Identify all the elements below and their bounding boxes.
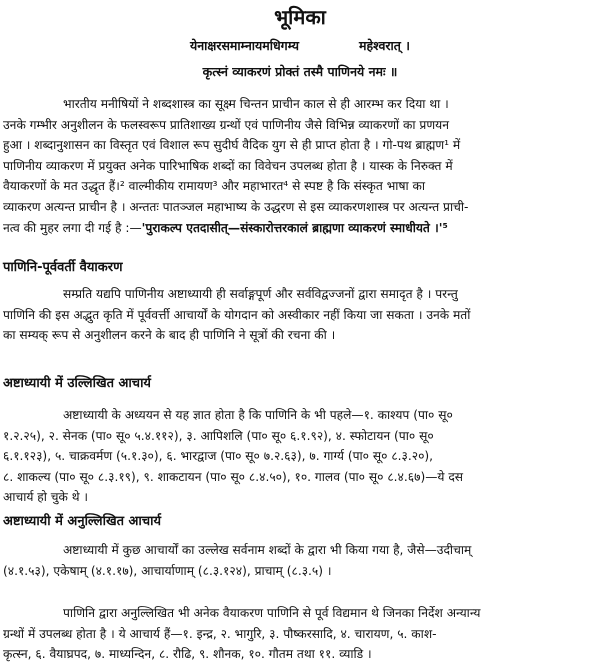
paragraph-line: ८. शाकल्य (पा० सू० ८.३.१९), ९. शाकटायन (पा० सू० ८.४.५०), १०. गालव (पा० सू० ८.४.६७)—ये दस (3, 469, 464, 484)
paragraph-line: पाणिनीय व्याकरण में प्रयुक्त अनेक पारिभाषिक शब्दों का विवेचन उपलब्ध होता है । यास्क के निरुक्त में (3, 158, 453, 173)
invocation-verse-line-2: कृत्स्नं व्याकरणं प्रोक्तं तस्मै पाणिनये नमः ॥ (202, 64, 398, 79)
section-paragraph-anullikhit-2 (3, 603, 595, 665)
paragraph-line: (४.१.५३), एकेषाम् (४.१.१७), आचार्याणाम् (८.३.१२४), प्राचाम् (८.३.५) । (3, 563, 332, 578)
paragraph-line: पाणिनि की इस अद्भुत कृति में पूर्ववर्त्ती आचार्यों के योगदान को अस्वीकार नहीं किया जा सकता । उनके मतों (3, 307, 471, 322)
paragraph-line: सम्प्रति यद्यपि पाणिनीय अष्टाध्यायी ही सर्वाङ्गपूर्ण और सर्वविद्वज्जनों द्वारा समादृत है । परन्तु (63, 287, 458, 301)
paragraph-line: अष्टाध्यायी में कुछ आचार्यों का उल्लेख सर्वनाम शब्दों के द्वारा भी किया गया है, जैसे—उदीचाम् (63, 543, 472, 557)
section-paragraph-ullikhit (3, 405, 595, 508)
paragraph-line-text: नत्व की मुहर लगा दी गई है :— (3, 220, 142, 235)
page-title: भूमिका (274, 5, 326, 29)
paragraph-line: ६.१.१२३), ५. चाक्रवर्मण (५.१.३०), ६. भारद्वाज (पा० सू० ७.२.६३), ७. गार्ग्य (पा० सू० ८.३.२०), (3, 449, 434, 464)
invocation-verse-line-1 (0, 37, 600, 55)
paragraph-line: आचार्य हो चुके थे । (3, 490, 89, 505)
paragraph-line: कृत्स्न, ६. वैयाघ्रपद, ७. माध्यन्दिन, ८. रौढि, ९. शौनक, १०. गौतम तथा ११. व्याडि । (3, 647, 372, 662)
paragraph-line-with-quote (3, 218, 595, 239)
paragraph-line: १.२.२५), २. सेनक (पा० सू० ५.४.११२), ३. आपिशलि (पा० सू० ६.१.९२), ४. स्फोटायन (पा० सू० (3, 428, 434, 443)
paragraph-line: उनके गम्भीर अनुशीलन के फलस्वरूप प्रातिशाख्य ग्रन्थों एवं पाणिनीय जैसे विभिन्न व्याकरणों का प्रणयन (3, 117, 450, 132)
section-paragraph-anullikhit-1 (3, 540, 595, 581)
paragraph-line: ग्रन्थों में उपलब्ध होता है । ये आचार्य हैं—१. इन्द्र, २. भागुरि, ३. पौष्करसादि, ४. चारायण, ५. काश- (3, 626, 437, 641)
paragraph-line: व्याकरण अत्यन्त प्राचीन है । अन्ततः पातञ्जल महाभाष्य के उद्धरण से इस व्याकरणशास्त्र पर अत्यन्त प्राची- (3, 199, 469, 214)
invocation-verse-line-1-part-b: महेश्वरात् । (359, 38, 410, 53)
mahabhashya-quote: 'पुराकल्प एतदासीत्—संस्कारोत्तरकालं ब्राह्मणा व्याकरणं स्माधीयते ।'⁵ (141, 220, 448, 235)
paragraph-line: भारतीय मनीषियों ने शब्दशास्त्र का सूक्ष्म चिन्तन प्राचीन काल से ही आरम्भ कर दिया था । (63, 97, 449, 111)
paragraph-line: अष्टाध्यायी के अध्ययन से यह ज्ञात होता है कि पाणिनि के भी पहले—१. काश्यप (पा० सू० (63, 408, 453, 422)
section-heading-purvavarti: पाणिनि-पूर्ववर्ती वैयाकरण (3, 260, 123, 275)
section-heading-ullikhit: अष्टाध्यायी में उल्लिखित आचार्य (3, 376, 151, 391)
paragraph-line: हुआ । शब्दानुशासन का विस्तृत एवं विशाल रूप सुदीर्घ वैदिक युग से ही प्राप्त होता है । गो-पथ ब्राह्मण¹ में (3, 138, 461, 153)
section-heading-anullikhit: अष्टाध्यायी में अनुल्लिखित आचार्य (3, 514, 161, 529)
paragraph-line: वैयाकरणों के मत उद्धृत हैं।² वाल्मीकीय रामायण³ और महाभारत⁴ से स्पष्ट है कि संस्कृत भाषा का (3, 179, 426, 194)
intro-paragraph (3, 94, 595, 238)
section-paragraph-purvavarti (3, 284, 595, 346)
invocation-verse-line-1-part-a: येनाक्षरसमाम्नायमधिगम्य (189, 38, 300, 53)
paragraph-line: का सम्यक् रूप से अनुशीलन करने के बाद ही पाणिनि ने सूत्रों की रचना की । (3, 328, 336, 343)
paragraph-line: पाणिनि द्वारा अनुल्लिखित भी अनेक वैयाकरण पाणिनि से पूर्व विद्यमान थे जिनका निर्देश अन्यान्य (63, 606, 481, 620)
